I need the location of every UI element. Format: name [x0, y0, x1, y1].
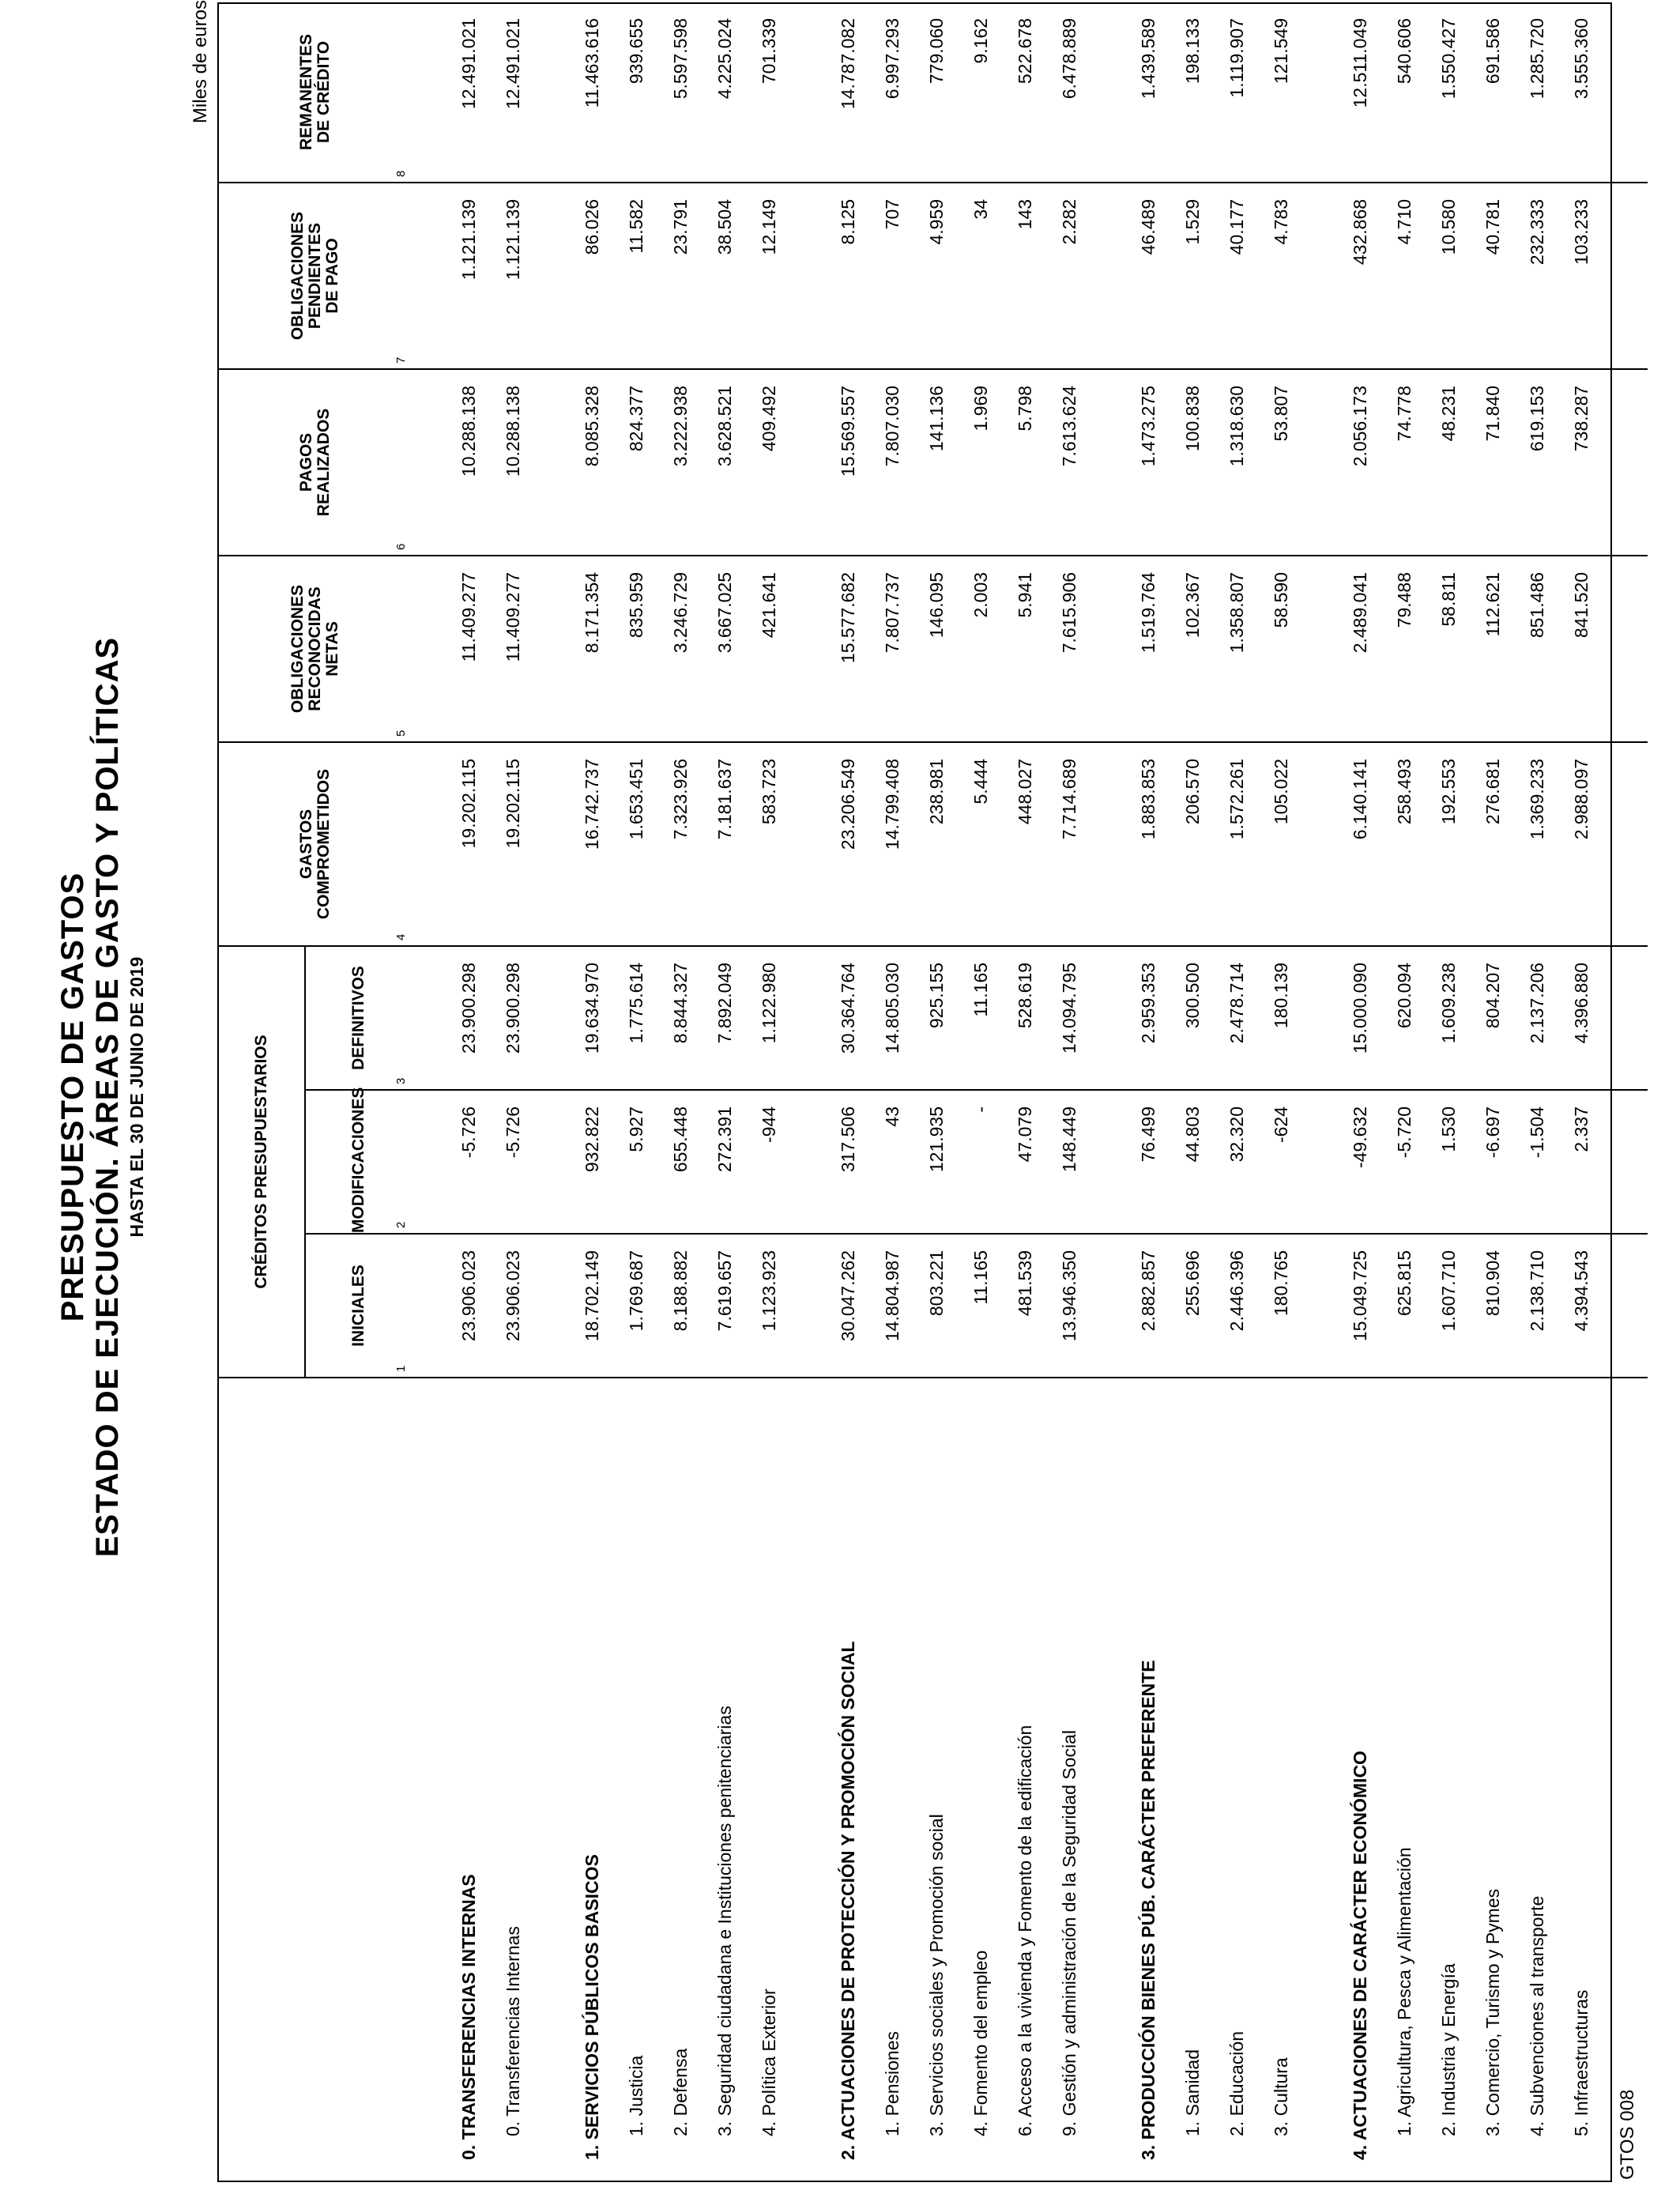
- cell-modificaciones: 272.391: [703, 1090, 747, 1234]
- cell-remanentes: 540.606: [1382, 2, 1426, 183]
- cell-gastos: 1.369.233: [1515, 742, 1559, 946]
- cell-definitivos: 15.000.090: [1338, 946, 1382, 1090]
- table-row: [491, 2, 535, 2182]
- cell-modificaciones: -624: [1259, 1090, 1303, 1234]
- cell-modificaciones: -6.697: [1471, 1090, 1515, 1234]
- cell-obligaciones: 421.641: [747, 556, 791, 742]
- cell-remanentes: 1.550.427: [1426, 2, 1471, 183]
- cell-iniciales: 18.702.149: [570, 1234, 614, 1378]
- cell-remanentes: 4.225.024: [703, 2, 747, 183]
- cell-gastos: 1.883.853: [1126, 742, 1170, 946]
- cell-pendientes: 10.580: [1426, 183, 1471, 369]
- table-row: [1471, 2, 1515, 2182]
- cell-pagos: 48.231: [1426, 369, 1471, 556]
- cell-gastos: 7.323.926: [658, 742, 703, 946]
- cell-obligaciones: 841.520: [1559, 556, 1603, 742]
- cell-modificaciones: 2.337: [1559, 1090, 1603, 1234]
- row-label: 0. Transferencias Internas: [502, 1926, 523, 2136]
- cell-pagos: 74.778: [1382, 369, 1426, 556]
- table-row: [1426, 2, 1471, 2182]
- cell-pagos: 7.807.030: [870, 369, 914, 556]
- cell-modificaciones: 655.448: [658, 1090, 703, 1234]
- cell-pagos: 1.969: [959, 369, 1003, 556]
- cell-obligaciones: 1.519.764: [1126, 556, 1170, 742]
- cell-obligaciones: 835.959: [614, 556, 658, 742]
- cell-definitivos: 7.892.049: [703, 946, 747, 1090]
- cell-gastos: 6.140.141: [1338, 742, 1382, 946]
- cell-pendientes: 707: [870, 183, 914, 369]
- cell-definitivos: 804.207: [1471, 946, 1515, 1090]
- cell-remanentes: 12.491.021: [491, 2, 535, 183]
- table-row: [1170, 2, 1215, 2182]
- row-label: 2. Industria y Energía: [1437, 1963, 1459, 2136]
- column-number: 2: [394, 1221, 408, 1228]
- cell-definitivos: 2.478.714: [1215, 946, 1259, 1090]
- cell-remanentes: 14.787.082: [826, 2, 870, 183]
- row-label: 2. Educación: [1226, 2031, 1247, 2136]
- column-number: 4: [394, 933, 408, 941]
- cell-gastos: 238.981: [914, 742, 959, 946]
- cell-pendientes: 4.710: [1382, 183, 1426, 369]
- row-label: 3. Seguridad ciudadana e Instituciones penitenciarias: [714, 1706, 735, 2136]
- cell-obligaciones: 7.807.737: [870, 556, 914, 742]
- cell-remanentes: 691.586: [1471, 2, 1515, 183]
- cell-definitivos: 925.155: [914, 946, 959, 1090]
- cell-pendientes: 432.868: [1338, 183, 1382, 369]
- cell-gastos: 7.714.689: [1047, 742, 1091, 946]
- header-blank: [218, 1378, 412, 2182]
- cell-obligaciones: 2.489.041: [1338, 556, 1382, 742]
- cell-remanentes: 121.549: [1259, 2, 1303, 183]
- row-label: 4. Subvenciones al transporte: [1526, 1895, 1547, 2136]
- cell-modificaciones: -5.720: [1382, 1090, 1426, 1234]
- table-row: [658, 2, 703, 2182]
- cell-remanentes: 198.133: [1170, 2, 1215, 183]
- cell-remanentes: 1.285.720: [1515, 2, 1559, 183]
- cell-gastos: 105.022: [1259, 742, 1303, 946]
- row-label: 1. Sanidad: [1181, 2049, 1203, 2136]
- cell-pendientes: 23.791: [658, 183, 703, 369]
- cell-pendientes: 1.121.139: [491, 183, 535, 369]
- cell-iniciales: 180.765: [1259, 1234, 1303, 1378]
- header-pend-line1: OBLIGACIONES: [288, 211, 307, 341]
- column-number: 1: [394, 1365, 408, 1372]
- table-row: [1338, 2, 1382, 2182]
- table-row: [1382, 2, 1426, 2182]
- header-rem-line2: DE CRÉDITO: [315, 40, 333, 144]
- cell-definitivos: 620.094: [1382, 946, 1426, 1090]
- cell-gastos: 276.681: [1471, 742, 1515, 946]
- cell-pagos: 1.473.275: [1126, 369, 1170, 556]
- cell-iniciales: 7.619.657: [703, 1234, 747, 1378]
- cell-remanentes: 1.119.907: [1215, 2, 1259, 183]
- table-row: [1003, 2, 1047, 2182]
- header-definitivos: DEFINITIVOS 3: [305, 946, 412, 1090]
- cell-remanentes: 939.655: [614, 2, 658, 183]
- cell-pendientes: 11.582: [614, 183, 658, 369]
- cell-pagos: 7.613.624: [1047, 369, 1091, 556]
- table-row: [1126, 2, 1170, 2182]
- cell-remanentes: 5.597.598: [658, 2, 703, 183]
- row-label: 5. Infraestructuras: [1570, 1989, 1591, 2136]
- header-oblig-line3: NETAS: [323, 621, 341, 677]
- cell-obligaciones: 2.003: [959, 556, 1003, 742]
- cell-iniciales: 1.769.687: [614, 1234, 658, 1378]
- cell-iniciales: 4.394.543: [1559, 1234, 1603, 1378]
- cell-pendientes: 4.783: [1259, 183, 1303, 369]
- header-rem-line1: REMANENTES: [297, 33, 315, 150]
- header-pagos-line1: PAGOS: [297, 432, 315, 492]
- cell-pagos: 409.492: [747, 369, 791, 556]
- cell-gastos: 448.027: [1003, 742, 1047, 946]
- cell-remanentes: 6.997.293: [870, 2, 914, 183]
- cell-modificaciones: -5.726: [446, 1090, 491, 1234]
- row-label: 4. Fomento del empleo: [970, 1950, 991, 2136]
- table-row: [1515, 2, 1559, 2182]
- cell-pendientes: 1.529: [1170, 183, 1215, 369]
- header-oblig-line2: RECONOCIDAS: [306, 586, 324, 711]
- budget-table: [217, 2, 1648, 2182]
- cell-definitivos: 528.619: [1003, 946, 1047, 1090]
- cell-pagos: 100.838: [1170, 369, 1215, 556]
- cell-iniciales: 8.188.882: [658, 1234, 703, 1378]
- cell-pagos: 3.628.521: [703, 369, 747, 556]
- cell-pagos: 824.377: [614, 369, 658, 556]
- row-label: 3. Servicios sociales y Promoción social: [925, 1814, 947, 2136]
- cell-modificaciones: 932.822: [570, 1090, 614, 1234]
- cell-iniciales: 2.882.857: [1126, 1234, 1170, 1378]
- cell-pagos: 738.287: [1559, 369, 1603, 556]
- cell-definitivos: 300.500: [1170, 946, 1215, 1090]
- row-label: 9. Gestión y administración de la Seguridad Social: [1058, 1730, 1079, 2136]
- cell-iniciales: 2.446.396: [1215, 1234, 1259, 1378]
- table-row: [703, 2, 747, 2182]
- row-label: 4. Política Exterior: [758, 1989, 779, 2136]
- cell-modificaciones: 32.320: [1215, 1090, 1259, 1234]
- cell-iniciales: 481.539: [1003, 1234, 1047, 1378]
- cell-definitivos: 19.634.970: [570, 946, 614, 1090]
- cell-pendientes: 1.121.139: [446, 183, 491, 369]
- cell-obligaciones: 11.409.277: [491, 556, 535, 742]
- header-obligaciones-pendientes: [218, 183, 412, 369]
- header-pend-line2: PENDIENTES: [306, 222, 324, 330]
- cell-pendientes: 103.233: [1559, 183, 1603, 369]
- cell-definitivos: 11.165: [959, 946, 1003, 1090]
- cell-obligaciones: 15.577.682: [826, 556, 870, 742]
- cell-remanentes: 3.555.360: [1559, 2, 1603, 183]
- cell-definitivos: 4.396.880: [1559, 946, 1603, 1090]
- cell-definitivos: 8.844.327: [658, 946, 703, 1090]
- cell-iniciales: 23.906.023: [491, 1234, 535, 1378]
- cell-iniciales: 255.696: [1170, 1234, 1215, 1378]
- cell-modificaciones: 47.079: [1003, 1090, 1047, 1234]
- row-label: 1. SERVICIOS PÚBLICOS BASICOS: [581, 1854, 602, 2160]
- cell-modificaciones: -944: [747, 1090, 791, 1234]
- cell-gastos: 19.202.115: [446, 742, 491, 946]
- header-creditos-presupuestarios: CRÉDITOS PRESUPUESTARIOS: [218, 946, 305, 1378]
- cell-definitivos: 1.775.614: [614, 946, 658, 1090]
- cell-remanentes: 9.162: [959, 2, 1003, 183]
- cell-iniciales: 15.049.725: [1338, 1234, 1382, 1378]
- header-obligaciones-netas: [218, 556, 412, 742]
- cell-pagos: 5.798: [1003, 369, 1047, 556]
- cell-definitivos: 30.364.764: [826, 946, 870, 1090]
- cell-pagos: 3.222.938: [658, 369, 703, 556]
- column-number: 3: [394, 1077, 408, 1084]
- cell-pendientes: 86.026: [570, 183, 614, 369]
- cell-iniciales: 30.047.262: [826, 1234, 870, 1378]
- document-code: GTOS 008: [1617, 2089, 1638, 2180]
- cell-modificaciones: 5.927: [614, 1090, 658, 1234]
- header-modificaciones: MODIFICACIONES 2: [305, 1090, 412, 1234]
- cell-remanentes: 12.511.049: [1338, 2, 1382, 183]
- cell-iniciales: 11.165: [959, 1234, 1003, 1378]
- table-row: [826, 2, 870, 2182]
- cell-modificaciones: -5.726: [491, 1090, 535, 1234]
- row-label: 4. ACTUACIONES DE CARÁCTER ECONÓMICO: [1349, 1751, 1370, 2160]
- cell-pagos: 15.569.557: [826, 369, 870, 556]
- header-remanentes-credito: [218, 2, 412, 183]
- cell-definitivos: 1.609.238: [1426, 946, 1471, 1090]
- cell-modificaciones: 121.935: [914, 1090, 959, 1234]
- table-row: [959, 2, 1003, 2182]
- cell-gastos: 1.653.451: [614, 742, 658, 946]
- row-label: 1. Pensiones: [881, 2031, 902, 2136]
- cell-obligaciones: 5.941: [1003, 556, 1047, 742]
- cell-obligaciones: 11.409.277: [446, 556, 491, 742]
- column-number: 5: [394, 729, 408, 737]
- cell-pagos: 10.288.138: [446, 369, 491, 556]
- cell-iniciales: 13.946.350: [1047, 1234, 1091, 1378]
- cell-pendientes: 40.177: [1215, 183, 1259, 369]
- table-row: [1559, 2, 1603, 2182]
- cell-iniciales: 14.804.987: [870, 1234, 914, 1378]
- cell-pagos: 8.085.328: [570, 369, 614, 556]
- cell-modificaciones: 148.449: [1047, 1090, 1091, 1234]
- cell-remanentes: 779.060: [914, 2, 959, 183]
- table-row: [1259, 2, 1303, 2182]
- cell-obligaciones: 1.358.807: [1215, 556, 1259, 742]
- cell-obligaciones: 8.171.354: [570, 556, 614, 742]
- cell-obligaciones: 79.488: [1382, 556, 1426, 742]
- cell-obligaciones: 146.095: [914, 556, 959, 742]
- cell-pagos: 141.136: [914, 369, 959, 556]
- cell-pendientes: 143: [1003, 183, 1047, 369]
- cell-definitivos: 2.137.206: [1515, 946, 1559, 1090]
- cell-modificaciones: 44.803: [1170, 1090, 1215, 1234]
- cell-modificaciones: 76.499: [1126, 1090, 1170, 1234]
- table-row: [446, 2, 491, 2182]
- cell-obligaciones: 58.811: [1426, 556, 1471, 742]
- cell-pendientes: 40.781: [1471, 183, 1515, 369]
- cell-pendientes: 232.333: [1515, 183, 1559, 369]
- cell-iniciales: 810.904: [1471, 1234, 1515, 1378]
- cell-gastos: 23.206.549: [826, 742, 870, 946]
- cell-obligaciones: 3.246.729: [658, 556, 703, 742]
- cell-remanentes: 6.478.889: [1047, 2, 1091, 183]
- cell-gastos: 19.202.115: [491, 742, 535, 946]
- cell-modificaciones: 317.506: [826, 1090, 870, 1234]
- cell-obligaciones: 58.590: [1259, 556, 1303, 742]
- cell-remanentes: 12.491.021: [446, 2, 491, 183]
- cell-modificaciones: -49.632: [1338, 1090, 1382, 1234]
- cell-obligaciones: 7.615.906: [1047, 556, 1091, 742]
- header-oblig-line1: OBLIGACIONES: [288, 584, 307, 714]
- cell-remanentes: 1.439.589: [1126, 2, 1170, 183]
- column-number: 6: [394, 543, 408, 550]
- cell-gastos: 14.799.408: [870, 742, 914, 946]
- cell-definitivos: 2.959.353: [1126, 946, 1170, 1090]
- cell-pendientes: 12.149: [747, 183, 791, 369]
- cell-iniciales: 1.123.923: [747, 1234, 791, 1378]
- row-label: 2. ACTUACIONES DE PROTECCIÓN Y PROMOCIÓN SOCIAL: [837, 1641, 858, 2160]
- cell-iniciales: 23.906.023: [446, 1234, 491, 1378]
- row-label: 3. Cultura: [1270, 2057, 1291, 2136]
- cell-definitivos: 14.094.795: [1047, 946, 1091, 1090]
- cell-modificaciones: 43: [870, 1090, 914, 1234]
- header-pagos-realizados: [218, 369, 412, 556]
- cell-gastos: 258.493: [1382, 742, 1426, 946]
- cell-pagos: 1.318.630: [1215, 369, 1259, 556]
- cell-definitivos: 23.900.298: [491, 946, 535, 1090]
- header-gastos-line2: COMPROMETIDOS: [315, 768, 333, 920]
- table-row: [1047, 2, 1091, 2182]
- cell-pagos: 2.056.173: [1338, 369, 1382, 556]
- cell-gastos: 2.988.097: [1559, 742, 1603, 946]
- row-label: 3. PRODUCCIÓN BIENES PÚB. CARÁCTER PREFERENTE: [1137, 1660, 1158, 2160]
- table-row: [1215, 2, 1259, 2182]
- table-row: [914, 2, 959, 2182]
- row-label: 0. TRANSFERENCIAS INTERNAS: [458, 1874, 479, 2160]
- row-label: 1. Agricultura, Pesca y Alimentación: [1393, 1847, 1414, 2136]
- header-iniciales: INICIALES 1: [305, 1234, 412, 1378]
- cell-pendientes: 38.504: [703, 183, 747, 369]
- cell-iniciales: 625.815: [1382, 1234, 1426, 1378]
- cell-modificaciones: -: [959, 1090, 1003, 1234]
- page-date: HASTA EL 30 DE JUNIO DE 2019: [126, 956, 147, 1238]
- cell-pendientes: 2.282: [1047, 183, 1091, 369]
- cell-obligaciones: 851.486: [1515, 556, 1559, 742]
- cell-iniciales: 1.607.710: [1426, 1234, 1471, 1378]
- cell-pendientes: 4.959: [914, 183, 959, 369]
- table-row: [747, 2, 791, 2182]
- cell-pagos: 71.840: [1471, 369, 1515, 556]
- page-title: PRESUPUESTO DE GASTOS: [55, 872, 90, 1322]
- cell-definitivos: 180.139: [1259, 946, 1303, 1090]
- header-pagos-line2: REALIZADOS: [315, 408, 333, 517]
- cell-gastos: 583.723: [747, 742, 791, 946]
- cell-remanentes: 701.339: [747, 2, 791, 183]
- page-subtitle: ESTADO DE EJECUCIÓN. ÁREAS DE GASTO Y POLÍTICAS: [90, 636, 125, 1558]
- cell-gastos: 16.742.737: [570, 742, 614, 946]
- cell-modificaciones: 1.530: [1426, 1090, 1471, 1234]
- cell-pendientes: 46.489: [1126, 183, 1170, 369]
- cell-definitivos: 23.900.298: [446, 946, 491, 1090]
- cell-gastos: 192.553: [1426, 742, 1471, 946]
- cell-pagos: 10.288.138: [491, 369, 535, 556]
- header-pend-line3: DE PAGO: [323, 238, 341, 314]
- cell-gastos: 7.181.637: [703, 742, 747, 946]
- cell-remanentes: 522.678: [1003, 2, 1047, 183]
- row-label: 3. Comercio, Turismo y Pymes: [1482, 1888, 1503, 2136]
- column-number: 8: [394, 170, 408, 177]
- header-gastos-line1: GASTOS: [297, 809, 315, 880]
- cell-obligaciones: 102.367: [1170, 556, 1215, 742]
- cell-gastos: 5.444: [959, 742, 1003, 946]
- cell-gastos: 206.570: [1170, 742, 1215, 946]
- cell-definitivos: 1.122.980: [747, 946, 791, 1090]
- row-label: 2. Defensa: [669, 2048, 691, 2136]
- table-row: [614, 2, 658, 2182]
- cell-iniciales: 803.221: [914, 1234, 959, 1378]
- units-label: Miles de euros: [190, 0, 211, 124]
- cell-definitivos: 14.805.030: [870, 946, 914, 1090]
- row-label: 6. Acceso a la vivienda y Fomento de la edificación: [1014, 1725, 1035, 2136]
- cell-pagos: 53.807: [1259, 369, 1303, 556]
- cell-obligaciones: 3.667.025: [703, 556, 747, 742]
- row-label: 1. Justicia: [625, 2055, 646, 2136]
- cell-iniciales: 2.138.710: [1515, 1234, 1559, 1378]
- column-number: 7: [394, 356, 408, 364]
- cell-modificaciones: -1.504: [1515, 1090, 1559, 1234]
- cell-pendientes: 34: [959, 183, 1003, 369]
- cell-gastos: 1.572.261: [1215, 742, 1259, 946]
- cell-obligaciones: 112.621: [1471, 556, 1515, 742]
- table-row: [570, 2, 614, 2182]
- cell-pendientes: 8.125: [826, 183, 870, 369]
- header-gastos-comprometidos: [218, 742, 412, 946]
- cell-pagos: 619.153: [1515, 369, 1559, 556]
- table-row: [870, 2, 914, 2182]
- cell-remanentes: 11.463.616: [570, 2, 614, 183]
